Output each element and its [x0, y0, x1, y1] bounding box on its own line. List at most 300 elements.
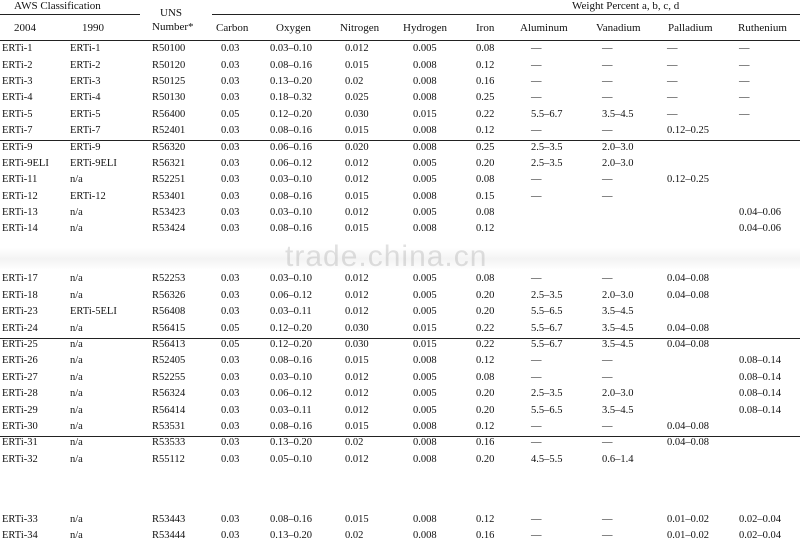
- hydrogen-cell: 0.008: [413, 530, 437, 541]
- aws-2004-cell: ERTi-18: [2, 290, 38, 301]
- uns-cell: R53533: [152, 437, 186, 448]
- hydrogen-cell: 0.005: [413, 158, 437, 169]
- iron-cell: 0.20: [476, 158, 495, 169]
- nitrogen-cell: 0.025: [345, 92, 369, 103]
- aws-2004-cell: ERTi-7: [2, 125, 33, 136]
- carbon-cell: 0.03: [221, 290, 240, 301]
- nitrogen-cell: 0.012: [345, 43, 369, 54]
- uns-header: UNS: [160, 7, 183, 19]
- aws-2004-cell: ERTi-14: [2, 223, 38, 234]
- iron-cell: 0.08: [476, 174, 495, 185]
- aluminum-cell: —: [531, 273, 542, 284]
- iron-cell: 0.25: [476, 142, 495, 153]
- aws-1990-cell: n/a: [70, 339, 83, 350]
- oxygen-cell: 0.08–0.16: [270, 223, 312, 234]
- uns-cell: R53531: [152, 421, 186, 432]
- hydrogen-cell: 0.005: [413, 273, 437, 284]
- aws-1990-cell: n/a: [70, 355, 83, 366]
- palladium-cell: —: [667, 60, 678, 71]
- ruthenium-cell: 0.02–0.04: [739, 530, 781, 541]
- uns-cell: R50125: [152, 76, 186, 87]
- aluminum-cell: 5.5–6.7: [531, 339, 563, 350]
- vanadium-cell: —: [602, 273, 613, 284]
- vanadium-cell: —: [602, 125, 613, 136]
- aluminum-cell: —: [531, 514, 542, 525]
- nitrogen-cell: 0.012: [345, 207, 369, 218]
- nitrogen-cell: 0.012: [345, 158, 369, 169]
- iron-cell: 0.20: [476, 454, 495, 465]
- vanadium-cell: 2.0–3.0: [602, 142, 634, 153]
- aws-2004-cell: ERTi-13: [2, 207, 38, 218]
- hydrogen-cell: 0.008: [413, 355, 437, 366]
- vanadium-cell: —: [602, 76, 613, 87]
- aluminum-cell: 4.5–5.5: [531, 454, 563, 465]
- oxygen-cell: 0.03–0.10: [270, 207, 312, 218]
- aluminum-cell: —: [531, 174, 542, 185]
- aws-1990-cell: n/a: [70, 323, 83, 334]
- carbon-cell: 0.03: [221, 142, 240, 153]
- vanadium-cell: —: [602, 355, 613, 366]
- uns-cell: R50130: [152, 92, 186, 103]
- hydrogen-cell: 0.008: [413, 223, 437, 234]
- uns-cell: R52405: [152, 355, 186, 366]
- hydrogen-cell: 0.005: [413, 405, 437, 416]
- aws-1990-cell: n/a: [70, 405, 83, 416]
- ruthenium-cell: —: [739, 92, 750, 103]
- palladium-header: Palladium: [668, 22, 713, 34]
- hydrogen-cell: 0.008: [413, 76, 437, 87]
- hydrogen-cell: 0.008: [413, 125, 437, 136]
- aws-2004-cell: ERTi-26: [2, 355, 38, 366]
- aws-1990-cell: ERTi-9: [70, 142, 101, 153]
- hydrogen-cell: 0.008: [413, 191, 437, 202]
- hydrogen-cell: 0.005: [413, 43, 437, 54]
- iron-cell: 0.16: [476, 437, 495, 448]
- palladium-cell: —: [667, 43, 678, 54]
- oxygen-header: Oxygen: [276, 22, 311, 34]
- aluminum-cell: 5.5–6.7: [531, 109, 563, 120]
- palladium-cell: 0.04–0.08: [667, 339, 709, 350]
- aws-1990-cell: ERTi-4: [70, 92, 101, 103]
- aluminum-header: Aluminum: [520, 22, 568, 34]
- uns-cell: R56400: [152, 109, 186, 120]
- aws-2004-cell: ERTi-9: [2, 142, 33, 153]
- vanadium-cell: 0.6–1.4: [602, 454, 634, 465]
- aws-1990-cell: ERTi-2: [70, 60, 101, 71]
- nitrogen-cell: 0.015: [345, 421, 369, 432]
- oxygen-cell: 0.08–0.16: [270, 191, 312, 202]
- iron-cell: 0.20: [476, 388, 495, 399]
- aws-2004-cell: ERTi-23: [2, 306, 38, 317]
- carbon-cell: 0.03: [221, 355, 240, 366]
- carbon-cell: 0.03: [221, 158, 240, 169]
- oxygen-cell: 0.13–0.20: [270, 76, 312, 87]
- ruthenium-cell: —: [739, 109, 750, 120]
- aluminum-cell: 2.5–3.5: [531, 142, 563, 153]
- nitrogen-cell: 0.012: [345, 290, 369, 301]
- vanadium-cell: 3.5–4.5: [602, 323, 634, 334]
- nitrogen-cell: 0.015: [345, 514, 369, 525]
- uns-cell: R53401: [152, 191, 186, 202]
- iron-cell: 0.12: [476, 421, 495, 432]
- hydrogen-cell: 0.008: [413, 421, 437, 432]
- vanadium-cell: —: [602, 372, 613, 383]
- vanadium-cell: —: [602, 530, 613, 541]
- oxygen-cell: 0.05–0.10: [270, 454, 312, 465]
- ruthenium-cell: 0.08–0.14: [739, 405, 781, 416]
- oxygen-cell: 0.06–0.12: [270, 290, 312, 301]
- carbon-cell: 0.03: [221, 60, 240, 71]
- weight-header-rule: [212, 14, 800, 15]
- vanadium-cell: —: [602, 191, 613, 202]
- aws-1990-cell: n/a: [70, 388, 83, 399]
- carbon-cell: 0.03: [221, 514, 240, 525]
- ruthenium-cell: 0.08–0.14: [739, 355, 781, 366]
- aws-1990-cell: ERTi-9ELI: [70, 158, 117, 169]
- nitrogen-cell: 0.02: [345, 530, 364, 541]
- aws-1990-cell: n/a: [70, 174, 83, 185]
- nitrogen-cell: 0.015: [345, 223, 369, 234]
- aws-2004-cell: ERTi-2: [2, 60, 33, 71]
- uns-cell: R53423: [152, 207, 186, 218]
- ruthenium-cell: —: [739, 43, 750, 54]
- carbon-header: Carbon: [216, 22, 249, 34]
- carbon-cell: 0.03: [221, 306, 240, 317]
- carbon-cell: 0.03: [221, 92, 240, 103]
- palladium-cell: —: [667, 109, 678, 120]
- palladium-cell: —: [667, 92, 678, 103]
- oxygen-cell: 0.08–0.16: [270, 514, 312, 525]
- ruthenium-cell: —: [739, 60, 750, 71]
- carbon-cell: 0.03: [221, 174, 240, 185]
- group-rule: [0, 140, 800, 141]
- vanadium-cell: —: [602, 60, 613, 71]
- oxygen-cell: 0.12–0.20: [270, 109, 312, 120]
- aluminum-cell: —: [531, 372, 542, 383]
- uns-cell: R56414: [152, 405, 186, 416]
- uns-cell: R52251: [152, 174, 186, 185]
- carbon-cell: 0.03: [221, 191, 240, 202]
- iron-cell: 0.25: [476, 92, 495, 103]
- vanadium-cell: 3.5–4.5: [602, 339, 634, 350]
- carbon-cell: 0.03: [221, 125, 240, 136]
- oxygen-cell: 0.12–0.20: [270, 339, 312, 350]
- vanadium-cell: 3.5–4.5: [602, 306, 634, 317]
- iron-cell: 0.20: [476, 405, 495, 416]
- uns-cell: R56326: [152, 290, 186, 301]
- uns-cell: R56413: [152, 339, 186, 350]
- header-bottom-rule: [0, 40, 800, 41]
- aws-2004-cell: ERTi-5: [2, 109, 33, 120]
- ruthenium-cell: 0.08–0.14: [739, 388, 781, 399]
- carbon-cell: 0.03: [221, 76, 240, 87]
- iron-cell: 0.22: [476, 339, 495, 350]
- aluminum-cell: 2.5–3.5: [531, 388, 563, 399]
- aws-2004-cell: ERTi-9ELI: [2, 158, 49, 169]
- oxygen-cell: 0.12–0.20: [270, 323, 312, 334]
- aws-2004-cell: ERTi-33: [2, 514, 38, 525]
- aws-2004-cell: ERTi-31: [2, 437, 38, 448]
- nitrogen-cell: 0.030: [345, 323, 369, 334]
- nitrogen-cell: 0.015: [345, 191, 369, 202]
- aws-1990-cell: n/a: [70, 372, 83, 383]
- vanadium-cell: —: [602, 437, 613, 448]
- iron-cell: 0.08: [476, 273, 495, 284]
- palladium-cell: 0.01–0.02: [667, 514, 709, 525]
- aws-2004-cell: ERTi-28: [2, 388, 38, 399]
- oxygen-cell: 0.03–0.10: [270, 43, 312, 54]
- hydrogen-cell: 0.005: [413, 372, 437, 383]
- ruthenium-cell: 0.04–0.06: [739, 223, 781, 234]
- aws-1990-cell: n/a: [70, 290, 83, 301]
- nitrogen-cell: 0.012: [345, 405, 369, 416]
- oxygen-cell: 0.13–0.20: [270, 437, 312, 448]
- aws-1990-cell: ERTi-3: [70, 76, 101, 87]
- nitrogen-cell: 0.02: [345, 437, 364, 448]
- vanadium-cell: 2.0–3.0: [602, 290, 634, 301]
- vanadium-cell: 2.0–3.0: [602, 388, 634, 399]
- hydrogen-cell: 0.008: [413, 437, 437, 448]
- year-2004-header: 2004: [14, 22, 36, 34]
- hydrogen-cell: 0.005: [413, 174, 437, 185]
- nitrogen-cell: 0.012: [345, 306, 369, 317]
- palladium-cell: 0.12–0.25: [667, 125, 709, 136]
- aluminum-cell: 5.5–6.7: [531, 323, 563, 334]
- palladium-cell: 0.12–0.25: [667, 174, 709, 185]
- iron-header: Iron: [476, 22, 495, 34]
- iron-cell: 0.20: [476, 306, 495, 317]
- nitrogen-cell: 0.020: [345, 142, 369, 153]
- oxygen-cell: 0.08–0.16: [270, 421, 312, 432]
- iron-cell: 0.16: [476, 76, 495, 87]
- aws-2004-cell: ERTi-17: [2, 273, 38, 284]
- ruthenium-cell: 0.02–0.04: [739, 514, 781, 525]
- aws-2004-cell: ERTi-30: [2, 421, 38, 432]
- iron-cell: 0.08: [476, 43, 495, 54]
- aws-2004-cell: ERTi-12: [2, 191, 38, 202]
- oxygen-cell: 0.13–0.20: [270, 530, 312, 541]
- iron-cell: 0.22: [476, 323, 495, 334]
- aws-1990-cell: n/a: [70, 223, 83, 234]
- hydrogen-cell: 0.008: [413, 92, 437, 103]
- iron-cell: 0.08: [476, 372, 495, 383]
- uns-cell: R55112: [152, 454, 185, 465]
- nitrogen-cell: 0.012: [345, 273, 369, 284]
- uns-number-header: Number*: [152, 21, 194, 33]
- hydrogen-header: Hydrogen: [403, 22, 447, 34]
- hydrogen-cell: 0.015: [413, 323, 437, 334]
- year-1990-header: 1990: [82, 22, 104, 34]
- uns-cell: R56320: [152, 142, 186, 153]
- carbon-cell: 0.03: [221, 437, 240, 448]
- vanadium-cell: —: [602, 514, 613, 525]
- watermark: trade.china.cn: [285, 240, 488, 273]
- vanadium-cell: —: [602, 174, 613, 185]
- iron-cell: 0.08: [476, 207, 495, 218]
- hydrogen-cell: 0.005: [413, 207, 437, 218]
- aluminum-cell: —: [531, 43, 542, 54]
- nitrogen-cell: 0.012: [345, 388, 369, 399]
- palladium-cell: —: [667, 76, 678, 87]
- palladium-cell: 0.01–0.02: [667, 530, 709, 541]
- hydrogen-cell: 0.008: [413, 60, 437, 71]
- hydrogen-cell: 0.005: [413, 290, 437, 301]
- oxygen-cell: 0.06–0.16: [270, 142, 312, 153]
- uns-cell: R52401: [152, 125, 186, 136]
- hydrogen-cell: 0.008: [413, 514, 437, 525]
- iron-cell: 0.15: [476, 191, 495, 202]
- aws-1990-cell: ERTi-1: [70, 43, 101, 54]
- palladium-cell: 0.04–0.08: [667, 421, 709, 432]
- carbon-cell: 0.03: [221, 207, 240, 218]
- palladium-cell: 0.04–0.08: [667, 437, 709, 448]
- uns-cell: R56324: [152, 388, 186, 399]
- nitrogen-cell: 0.012: [345, 454, 369, 465]
- carbon-cell: 0.05: [221, 339, 240, 350]
- carbon-cell: 0.03: [221, 273, 240, 284]
- vanadium-cell: —: [602, 43, 613, 54]
- palladium-cell: 0.04–0.08: [667, 290, 709, 301]
- aws-classification-header: AWS Classification: [14, 0, 101, 12]
- oxygen-cell: 0.08–0.16: [270, 60, 312, 71]
- aluminum-cell: —: [531, 421, 542, 432]
- nitrogen-cell: 0.012: [345, 174, 369, 185]
- carbon-cell: 0.03: [221, 223, 240, 234]
- nitrogen-cell: 0.015: [345, 125, 369, 136]
- aws-1990-cell: n/a: [70, 207, 83, 218]
- uns-cell: R52253: [152, 273, 186, 284]
- aluminum-cell: —: [531, 530, 542, 541]
- carbon-cell: 0.03: [221, 405, 240, 416]
- aws-2004-cell: ERTi-25: [2, 339, 38, 350]
- aws-2004-cell: ERTi-3: [2, 76, 33, 87]
- aluminum-cell: 2.5–3.5: [531, 290, 563, 301]
- ruthenium-header: Ruthenium: [738, 22, 787, 34]
- carbon-cell: 0.03: [221, 43, 240, 54]
- oxygen-cell: 0.08–0.16: [270, 355, 312, 366]
- iron-cell: 0.12: [476, 60, 495, 71]
- vanadium-cell: 3.5–4.5: [602, 109, 634, 120]
- hydrogen-cell: 0.008: [413, 142, 437, 153]
- oxygen-cell: 0.03–0.10: [270, 372, 312, 383]
- aws-1990-cell: n/a: [70, 530, 83, 541]
- iron-cell: 0.20: [476, 290, 495, 301]
- palladium-cell: 0.04–0.08: [667, 323, 709, 334]
- iron-cell: 0.12: [476, 355, 495, 366]
- aluminum-cell: —: [531, 437, 542, 448]
- nitrogen-cell: 0.030: [345, 109, 369, 120]
- vanadium-cell: —: [602, 421, 613, 432]
- iron-cell: 0.22: [476, 109, 495, 120]
- aws-1990-cell: n/a: [70, 514, 83, 525]
- nitrogen-cell: 0.02: [345, 76, 364, 87]
- aluminum-cell: 2.5–3.5: [531, 158, 563, 169]
- oxygen-cell: 0.03–0.10: [270, 273, 312, 284]
- uns-cell: R50120: [152, 60, 186, 71]
- aluminum-cell: —: [531, 125, 542, 136]
- aluminum-cell: 5.5–6.5: [531, 405, 563, 416]
- aluminum-cell: —: [531, 191, 542, 202]
- aws-2004-cell: ERTi-24: [2, 323, 38, 334]
- carbon-cell: 0.03: [221, 372, 240, 383]
- ruthenium-cell: 0.08–0.14: [739, 372, 781, 383]
- oxygen-cell: 0.06–0.12: [270, 388, 312, 399]
- iron-cell: 0.12: [476, 514, 495, 525]
- carbon-cell: 0.03: [221, 388, 240, 399]
- oxygen-cell: 0.03–0.11: [270, 405, 312, 416]
- iron-cell: 0.16: [476, 530, 495, 541]
- carbon-cell: 0.03: [221, 421, 240, 432]
- oxygen-cell: 0.06–0.12: [270, 158, 312, 169]
- palladium-cell: 0.04–0.08: [667, 273, 709, 284]
- carbon-cell: 0.05: [221, 109, 240, 120]
- oxygen-cell: 0.03–0.10: [270, 174, 312, 185]
- ruthenium-cell: 0.04–0.06: [739, 207, 781, 218]
- uns-cell: R56321: [152, 158, 186, 169]
- hydrogen-cell: 0.005: [413, 388, 437, 399]
- hydrogen-cell: 0.008: [413, 454, 437, 465]
- uns-cell: R52255: [152, 372, 186, 383]
- hydrogen-cell: 0.005: [413, 306, 437, 317]
- aws-1990-cell: n/a: [70, 437, 83, 448]
- aws-2004-cell: ERTi-1: [2, 43, 33, 54]
- carbon-cell: 0.03: [221, 454, 240, 465]
- aws-2004-cell: ERTi-32: [2, 454, 38, 465]
- vanadium-cell: 3.5–4.5: [602, 405, 634, 416]
- oxygen-cell: 0.18–0.32: [270, 92, 312, 103]
- aws-1990-cell: ERTi-12: [70, 191, 106, 202]
- aws-2004-cell: ERTi-34: [2, 530, 38, 541]
- nitrogen-cell: 0.015: [345, 355, 369, 366]
- oxygen-cell: 0.08–0.16: [270, 125, 312, 136]
- aws-1990-cell: ERTi-5: [70, 109, 101, 120]
- iron-cell: 0.12: [476, 125, 495, 136]
- aluminum-cell: —: [531, 92, 542, 103]
- nitrogen-cell: 0.015: [345, 60, 369, 71]
- iron-cell: 0.12: [476, 223, 495, 234]
- aws-1990-cell: n/a: [70, 454, 83, 465]
- uns-cell: R56408: [152, 306, 186, 317]
- aws-2004-cell: ERTi-27: [2, 372, 38, 383]
- aws-2004-cell: ERTi-4: [2, 92, 33, 103]
- aws-header-rule: [0, 14, 140, 15]
- aws-1990-cell: n/a: [70, 421, 83, 432]
- nitrogen-header: Nitrogen: [340, 22, 380, 34]
- vanadium-header: Vanadium: [596, 22, 641, 34]
- aws-2004-cell: ERTi-11: [2, 174, 38, 185]
- uns-cell: R50100: [152, 43, 186, 54]
- carbon-cell: 0.05: [221, 323, 240, 334]
- weight-percent-header: Weight Percent a, b, c, d: [572, 0, 680, 12]
- nitrogen-cell: 0.012: [345, 372, 369, 383]
- nitrogen-cell: 0.030: [345, 339, 369, 350]
- hydrogen-cell: 0.015: [413, 109, 437, 120]
- aws-1990-cell: ERTi-7: [70, 125, 101, 136]
- vanadium-cell: 2.0–3.0: [602, 158, 634, 169]
- aluminum-cell: —: [531, 76, 542, 87]
- aluminum-cell: —: [531, 355, 542, 366]
- uns-cell: R53424: [152, 223, 186, 234]
- ruthenium-cell: —: [739, 76, 750, 87]
- aws-1990-cell: n/a: [70, 273, 83, 284]
- hydrogen-cell: 0.015: [413, 339, 437, 350]
- aluminum-cell: 5.5–6.5: [531, 306, 563, 317]
- aws-1990-cell: ERTi-5ELI: [70, 306, 117, 317]
- aws-2004-cell: ERTi-29: [2, 405, 38, 416]
- carbon-cell: 0.03: [221, 530, 240, 541]
- uns-cell: R53443: [152, 514, 186, 525]
- uns-cell: R53444: [152, 530, 186, 541]
